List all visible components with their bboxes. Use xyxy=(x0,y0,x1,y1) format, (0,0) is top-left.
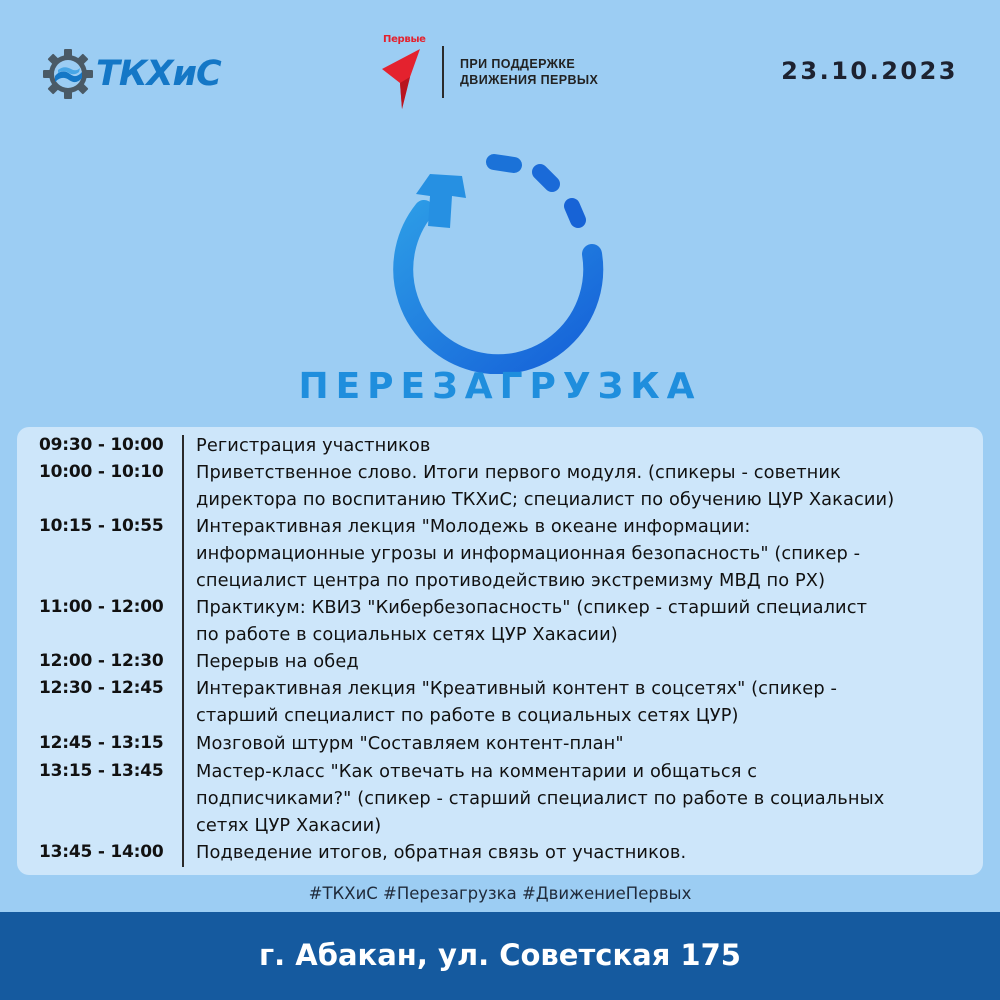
schedule-description xyxy=(196,648,980,675)
movement-logo xyxy=(372,34,442,114)
schedule-description xyxy=(196,594,980,648)
gear-globe-icon xyxy=(42,48,94,100)
schedule-time: 13:45 - 14:00 xyxy=(39,842,164,862)
schedule-line: Мозговой штурм "Составляем контент-план" xyxy=(196,733,624,754)
schedule-time: 12:45 - 13:15 xyxy=(39,733,164,753)
schedule-divider xyxy=(182,435,184,867)
schedule-description xyxy=(196,730,980,757)
schedule-description xyxy=(196,513,980,594)
schedule-description xyxy=(196,758,980,839)
red-star-arrow-icon xyxy=(380,47,430,111)
schedule-line: Перерыв на обед xyxy=(196,651,359,672)
schedule-line: сетях ЦУР Хакасии) xyxy=(196,815,382,836)
schedule-line: подписчиками?" (спикер - старший специалист по работе в социальных xyxy=(196,788,885,809)
schedule-line: Подведение итогов, обратная связь от участников. xyxy=(196,842,687,863)
schedule-line: Интерактивная лекция "Молодежь в океане информации: xyxy=(196,516,751,537)
schedule-time: 12:30 - 12:45 xyxy=(39,678,164,698)
support-text xyxy=(460,56,598,88)
hashtags: #ТКХиС #Перезагрузка #ДвижениеПервых xyxy=(308,884,692,903)
schedule-description xyxy=(196,675,980,729)
schedule-line: Практикум: КВИЗ "Кибербезопасность" (спикер - старший специалист xyxy=(196,597,868,618)
schedule-description xyxy=(196,432,980,459)
movement-logo-word: Первые xyxy=(383,34,426,45)
schedule-description xyxy=(196,839,980,866)
footer-bar xyxy=(0,912,1000,1000)
schedule-time: 10:00 - 10:10 xyxy=(39,462,164,482)
schedule-time: 09:30 - 10:00 xyxy=(39,435,164,455)
event-title: ПЕРЕЗАГРУЗКА xyxy=(298,366,702,407)
address: г. Абакан, ул. Советская 175 xyxy=(259,938,741,972)
tkhis-logo xyxy=(42,46,232,102)
schedule-line: Интерактивная лекция "Креативный контент в соцсетях" (спикер - xyxy=(196,678,837,699)
support-line-1: ПРИ ПОДДЕРЖКЕ xyxy=(460,57,576,71)
event-date: 23.10.2023 xyxy=(781,57,958,85)
schedule-line: Регистрация участников xyxy=(196,435,431,456)
tkhis-logo-text: ТКХиС xyxy=(96,54,221,94)
schedule-line: по работе в социальных сетях ЦУР Хакасии) xyxy=(196,624,618,645)
schedule-line: Мастер-класс "Как отвечать на комментарии и общаться с xyxy=(196,761,758,782)
schedule-line: директора по воспитанию ТКХиС; специалист по обучению ЦУР Хакасии) xyxy=(196,489,895,510)
schedule-time: 12:00 - 12:30 xyxy=(39,651,164,671)
schedule-time: 11:00 - 12:00 xyxy=(39,597,164,617)
schedule-line: Приветственное слово. Итоги первого модуля. (спикеры - советник xyxy=(196,462,841,483)
schedule-description xyxy=(196,459,980,513)
reload-arrow-icon xyxy=(380,142,620,374)
schedule-line: старший специалист по работе в социальных сетях ЦУР) xyxy=(196,705,739,726)
schedule-time: 13:15 - 13:45 xyxy=(39,761,164,781)
schedule-line: информационные угрозы и информационная безопасность" (спикер - xyxy=(196,543,861,564)
support-line-2: ДВИЖЕНИЯ ПЕРВЫХ xyxy=(460,73,599,87)
schedule-panel xyxy=(17,427,983,875)
schedule-line: специалист центра по противодействию экстремизму МВД по РХ) xyxy=(196,570,826,591)
schedule-time: 10:15 - 10:55 xyxy=(39,516,164,536)
header-divider xyxy=(442,46,444,98)
